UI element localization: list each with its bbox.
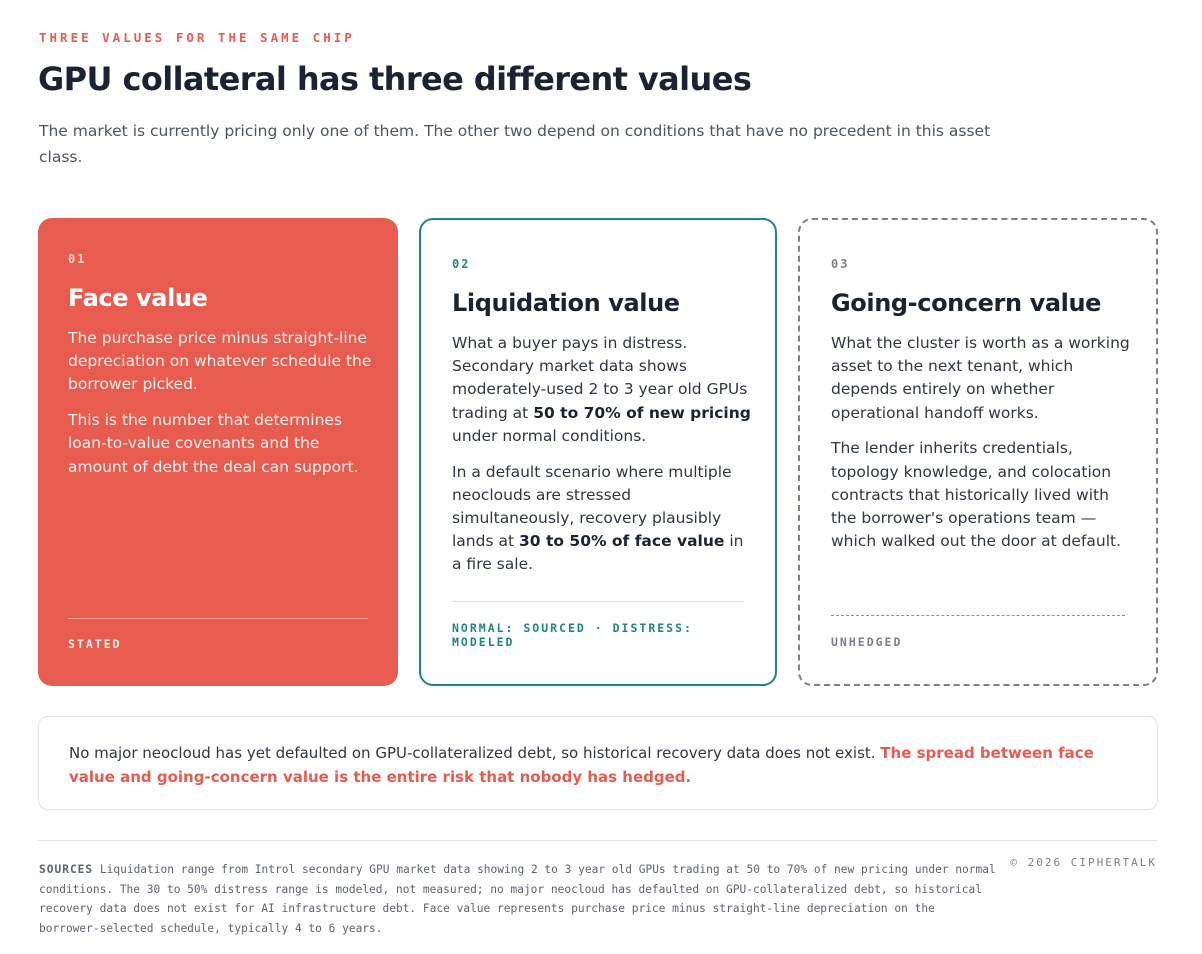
card-body (452, 332, 752, 589)
card-face-value (38, 218, 398, 686)
card-paragraph: The purchase price minus straight-line depreciation on whatever schedule the borrower picked. (68, 329, 372, 394)
card-paragraph (452, 332, 752, 448)
card-paragraph (452, 461, 752, 577)
card-text: under normal conditions. (452, 426, 647, 445)
card-text: In a default scenario where multiple neoclouds are stressed simultaneously, recovery plausibly lands at (452, 462, 732, 551)
page-title: GPU collateral has three different values (38, 60, 752, 98)
page-subtitle: The market is currently pricing only one of them. The other two depend on conditions that have no precedent in this asset class. (39, 122, 991, 166)
card-status-tag: NORMAL: SOURCED · DISTRESS: MODELED (452, 621, 693, 649)
card-title: Going-concern value (831, 289, 1102, 317)
card-paragraph: What the cluster is worth as a working asset to the next tenant, which depends entirely on whether operational handoff works. (831, 334, 1130, 422)
sources-label: SOURCES (39, 863, 94, 876)
callout-box (38, 716, 1158, 810)
callout-emphasis: The spread between face value and going-concern value is the entire risk that nobody has hedged. (69, 744, 1094, 786)
card-highlight: 30 to 50% of face value (518, 532, 725, 551)
card-text: in a fire sale. (452, 532, 744, 574)
card-number: 01 (68, 252, 87, 266)
card-title: Face value (68, 284, 208, 312)
card-going-concern-value (798, 218, 1158, 686)
card-highlight: 50 to 70% of new pricing (533, 403, 751, 422)
card-number: 02 (452, 257, 471, 271)
card-divider (68, 618, 368, 619)
card-status-tag: UNHEDGED (831, 635, 903, 649)
card-text: What a buyer pays in distress. Secondary market data shows moderately-used 2 to 3 year old GPUs trading at (452, 334, 748, 422)
card-paragraph: This is the number that determines loan-to-value covenants and the amount of debt the deal can support. (68, 411, 359, 476)
card-status-tag: STATED (68, 637, 122, 651)
callout-text: No major neocloud has yet defaulted on GPU-collateralized debt, so historical recovery data does not exist. (69, 744, 881, 762)
card-paragraph: The lender inherits credentials, topology knowledge, and colocation contracts that historically lived with the borrower's operations team — which walked out the door at default. (831, 439, 1122, 551)
card-number: 03 (831, 257, 850, 271)
card-title: Liquidation value (452, 289, 680, 317)
card-liquidation-value (419, 218, 777, 686)
footer-divider (38, 840, 1158, 841)
copyright: © 2026 CIPHERTALK (1010, 856, 1157, 869)
card-divider (831, 615, 1125, 616)
card-body (68, 327, 374, 491)
card-body (831, 332, 1131, 566)
sources-note (39, 860, 999, 938)
card-divider (452, 601, 744, 602)
eyebrow-label: THREE VALUES FOR THE SAME CHIP (39, 30, 355, 45)
sources-text: Liquidation range from Introl secondary GPU market data showing 2 to 3 year old GPUs trading at 50 to 70% of new pricing under normal conditions. The 30 to 50% distress range is modeled, not measured; no major neocloud has defaulted on GPU-collateralized debt, so historical recovery data does not exist for AI infrastructure debt. Face value represents purchase price minus straight-line depreciation on the borrower-selected schedule, typically 4 to 6 years. (39, 863, 996, 935)
